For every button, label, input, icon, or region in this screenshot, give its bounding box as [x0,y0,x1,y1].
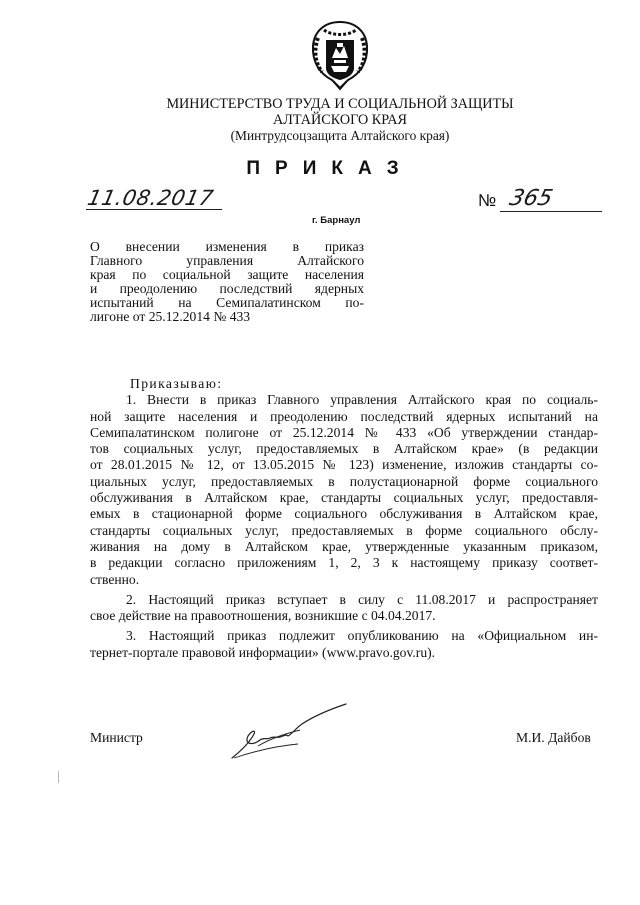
paragraph-line: в редакции согласно приложениям 1, 2, 3 к настоящему приказу соответ- [90,555,598,571]
subject-line: и преодолению последствий ядерных [90,281,364,296]
paragraph-line: 3. Настоящий приказ подлежит опубликованию на «Официальном ин- [126,628,598,644]
date-underline [86,209,222,210]
order-date: 11.08.2017 [85,186,216,210]
order-intro: Приказываю: [130,376,223,391]
paragraph-line: тов социальных услуг, предоставляемых в Алтайском крае» (в редакции [90,441,598,457]
paragraph-line: циальных услуг, предоставляемых в полустационарной форме социального [90,473,598,489]
subject-line: края по социальной защите населения [90,267,364,282]
paragraph-line: свое действие на правоотношения, возникшие с 04.04.2017. [90,608,436,624]
paragraph-line: ственно. [90,571,140,587]
coat-of-arms-icon [304,18,376,92]
handwritten-signature [228,700,358,764]
paragraph-line: емых в стационарной форме социального обслуживания в Алтайском крае, [90,506,598,522]
number-underline [500,211,602,212]
org-short-name: (Минтрудсоцзащита Алтайского края) [230,128,450,143]
city-name: г. Барнаул [312,215,361,226]
subject-line: Главного управления Алтайского [90,253,364,268]
paragraph-line: тернет-портале правовой информации» (www.pravo.gov.ru). [90,644,436,660]
subject-line: О внесении изменения в приказ [90,239,364,254]
paragraph-line: ной защите населения и преодолению последствий ядерных испытаний на [90,408,598,424]
org-name-line1: МИНИСТЕРСТВО ТРУДА И СОЦИАЛЬНОЙ ЗАЩИТЫ [166,96,514,112]
document-title: ПРИКАЗ [246,158,414,179]
signatory-name: М.И. Дайбов [516,730,591,745]
paragraph-line: 2. Настоящий приказ вступает в силу с 11.08.2017 и распространяет [126,591,598,607]
order-subject [90,240,364,324]
paragraph-line: обслуживания в Алтайском крае, стандарты социальных услуг, предоставля- [90,490,598,506]
paragraph-line: от 28.01.2015 № 12, от 13.05.2015 № 123) изменение, изложив стандарты со- [90,457,598,473]
paragraph-line: стандарты социальных услуг, предоставляемых в форме социального обслу- [90,522,598,538]
order-number: 365 [506,186,556,211]
scan-mark [58,771,59,783]
signatory-role: Министр [90,730,143,745]
order-body [90,376,598,661]
paragraph-line: живания на дому в Алтайском крае, утвержденные указанным приказом, [90,538,598,554]
order-number-label: № [478,191,497,210]
subject-line: лигоне от 25.12.2014 № 433 [90,309,251,324]
paragraph-line: Семипалатинском полигоне от 25.12.2014 № 433 «Об утверждении стандар- [90,424,598,440]
paragraph-line: 1. Внести в приказ Главного управления Алтайского края по социаль- [126,392,598,408]
subject-line: испытаний на Семипалатинском по- [90,295,364,310]
org-name-line2: АЛТАЙСКОГО КРАЯ [272,112,408,128]
